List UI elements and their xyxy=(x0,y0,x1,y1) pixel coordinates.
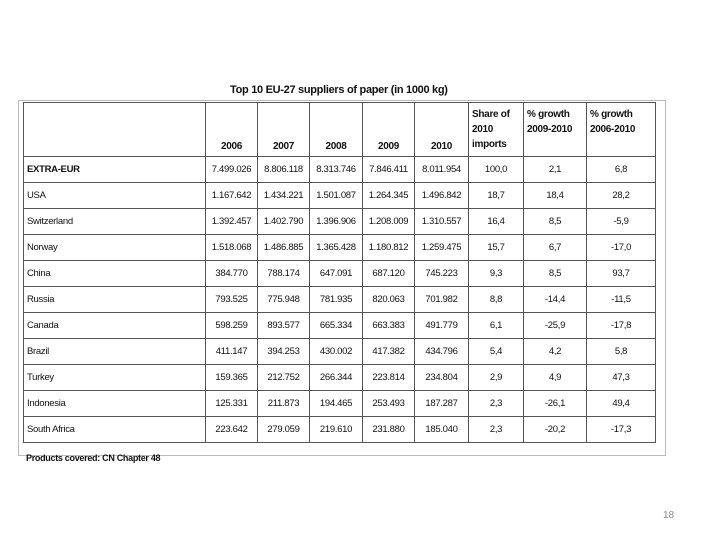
table-cell: 2,3 xyxy=(469,417,524,443)
table-cell: 1.402.790 xyxy=(258,209,310,235)
table-cell: 100,0 xyxy=(469,157,524,183)
header-growth-2006-2010: % growth 2006-2010 xyxy=(587,103,656,157)
table-cell: -5,9 xyxy=(587,209,656,235)
table-cell: -17,8 xyxy=(587,313,656,339)
table-cell: 820.063 xyxy=(363,287,415,313)
table-body xyxy=(24,157,656,443)
table-title: Top 10 EU-27 suppliers of paper (in 1000 kg) xyxy=(230,84,448,96)
table-cell: 185.040 xyxy=(415,417,469,443)
table-cell: 234.804 xyxy=(415,365,469,391)
table-cell: 793.525 xyxy=(206,287,258,313)
table-row xyxy=(24,183,656,209)
table-row xyxy=(24,339,656,365)
table-row xyxy=(24,287,656,313)
header-2008: 2008 xyxy=(310,103,363,157)
table-cell: 1.365.428 xyxy=(310,235,363,261)
table-cell: 1.486.885 xyxy=(258,235,310,261)
table-cell: 1.208.009 xyxy=(363,209,415,235)
table-cell: -20,2 xyxy=(524,417,587,443)
table-cell: 1.496.842 xyxy=(415,183,469,209)
table-row xyxy=(24,235,656,261)
table-cell: -26,1 xyxy=(524,391,587,417)
table-cell: 7.499.026 xyxy=(206,157,258,183)
row-country: Brazil xyxy=(24,339,206,365)
table-cell: 2,9 xyxy=(469,365,524,391)
row-country: Canada xyxy=(24,313,206,339)
table-cell: -14,4 xyxy=(524,287,587,313)
row-country: South Africa xyxy=(24,417,206,443)
table-cell: 788.174 xyxy=(258,261,310,287)
table-cell: 159.365 xyxy=(206,365,258,391)
table-cell: 8,5 xyxy=(524,209,587,235)
table-cell: 279.059 xyxy=(258,417,310,443)
table-cell: 775.948 xyxy=(258,287,310,313)
table-cell: 893.577 xyxy=(258,313,310,339)
row-country: China xyxy=(24,261,206,287)
table-cell: 1.167.642 xyxy=(206,183,258,209)
table-cell: 663.383 xyxy=(363,313,415,339)
table-row xyxy=(24,261,656,287)
table-cell: 9,3 xyxy=(469,261,524,287)
table-cell: 687.120 xyxy=(363,261,415,287)
table-cell: 1.259.475 xyxy=(415,235,469,261)
table-cell: 194.465 xyxy=(310,391,363,417)
table-cell: 417.382 xyxy=(363,339,415,365)
table-cell: 219.610 xyxy=(310,417,363,443)
header-2007: 2007 xyxy=(258,103,310,157)
table-cell: 384.770 xyxy=(206,261,258,287)
table-cell: 212.752 xyxy=(258,365,310,391)
row-country: USA xyxy=(24,183,206,209)
table-cell: -25,9 xyxy=(524,313,587,339)
table-cell: 223.814 xyxy=(363,365,415,391)
header-2010: 2010 xyxy=(415,103,469,157)
table-cell: 411.147 xyxy=(206,339,258,365)
row-country: Switzerland xyxy=(24,209,206,235)
table-cell: 394.253 xyxy=(258,339,310,365)
table-cell: 8.011.954 xyxy=(415,157,469,183)
table-cell: 8,5 xyxy=(524,261,587,287)
table-cell: 430.002 xyxy=(310,339,363,365)
table-cell: 253.493 xyxy=(363,391,415,417)
table-row xyxy=(24,417,656,443)
table-cell: 6,7 xyxy=(524,235,587,261)
table-cell: 781.935 xyxy=(310,287,363,313)
table-cell: 1.264.345 xyxy=(363,183,415,209)
suppliers-table xyxy=(23,102,656,443)
table-cell: 1.501.087 xyxy=(310,183,363,209)
header-corner xyxy=(24,103,206,157)
header-2006: 2006 xyxy=(206,103,258,157)
table-cell: 5,8 xyxy=(587,339,656,365)
table-cell: 2,3 xyxy=(469,391,524,417)
table-cell: 1.180.812 xyxy=(363,235,415,261)
table-cell: 18,4 xyxy=(524,183,587,209)
table-cell: 2,1 xyxy=(524,157,587,183)
table-cell: 211.873 xyxy=(258,391,310,417)
table-cell: 15,7 xyxy=(469,235,524,261)
table-cell: 1.518.068 xyxy=(206,235,258,261)
table-cell: 93,7 xyxy=(587,261,656,287)
table-cell: 434.796 xyxy=(415,339,469,365)
table-cell: 125.331 xyxy=(206,391,258,417)
table-cell: 6,1 xyxy=(469,313,524,339)
table-cell: 1.396.906 xyxy=(310,209,363,235)
table-cell: 1.392.457 xyxy=(206,209,258,235)
table-cell: 18,7 xyxy=(469,183,524,209)
table-row xyxy=(24,157,656,183)
table-cell: 5,4 xyxy=(469,339,524,365)
row-country: Norway xyxy=(24,235,206,261)
row-country: Russia xyxy=(24,287,206,313)
table-cell: -11,5 xyxy=(587,287,656,313)
table-cell: 8.806.118 xyxy=(258,157,310,183)
table-cell: -17,0 xyxy=(587,235,656,261)
table-cell: 266.344 xyxy=(310,365,363,391)
table-cell: 4,2 xyxy=(524,339,587,365)
table-cell: 1.310.557 xyxy=(415,209,469,235)
table-cell: 187.287 xyxy=(415,391,469,417)
table-cell: 745.223 xyxy=(415,261,469,287)
row-country: EXTRA-EUR xyxy=(24,157,206,183)
header-2009: 2009 xyxy=(363,103,415,157)
table-cell: 47,3 xyxy=(587,365,656,391)
table-cell: 6,8 xyxy=(587,157,656,183)
footnote: Products covered: CN Chapter 48 xyxy=(26,453,161,463)
table-cell: 49,4 xyxy=(587,391,656,417)
table-cell: 8.313.746 xyxy=(310,157,363,183)
table-cell: 665.334 xyxy=(310,313,363,339)
table-row xyxy=(24,365,656,391)
table-cell: 4,9 xyxy=(524,365,587,391)
page-number: 18 xyxy=(663,510,675,521)
table-cell: 701.982 xyxy=(415,287,469,313)
table-cell: 647.091 xyxy=(310,261,363,287)
table-cell: 8,8 xyxy=(469,287,524,313)
table-row xyxy=(24,313,656,339)
table-cell: 28,2 xyxy=(587,183,656,209)
table-cell: 598.259 xyxy=(206,313,258,339)
table-cell: 16,4 xyxy=(469,209,524,235)
table-cell: -17,3 xyxy=(587,417,656,443)
header-growth-2009-2010: % growth 2009-2010 xyxy=(524,103,587,157)
table-cell: 231.880 xyxy=(363,417,415,443)
header-share-2010: Share of 2010 imports xyxy=(469,103,524,157)
table-cell: 7.846.411 xyxy=(363,157,415,183)
table-row xyxy=(24,209,656,235)
row-country: Turkey xyxy=(24,365,206,391)
row-country: Indonesia xyxy=(24,391,206,417)
table-cell: 1.434.221 xyxy=(258,183,310,209)
table-cell: 491.779 xyxy=(415,313,469,339)
table-row xyxy=(24,391,656,417)
header-row xyxy=(24,103,656,157)
table-cell: 223.642 xyxy=(206,417,258,443)
